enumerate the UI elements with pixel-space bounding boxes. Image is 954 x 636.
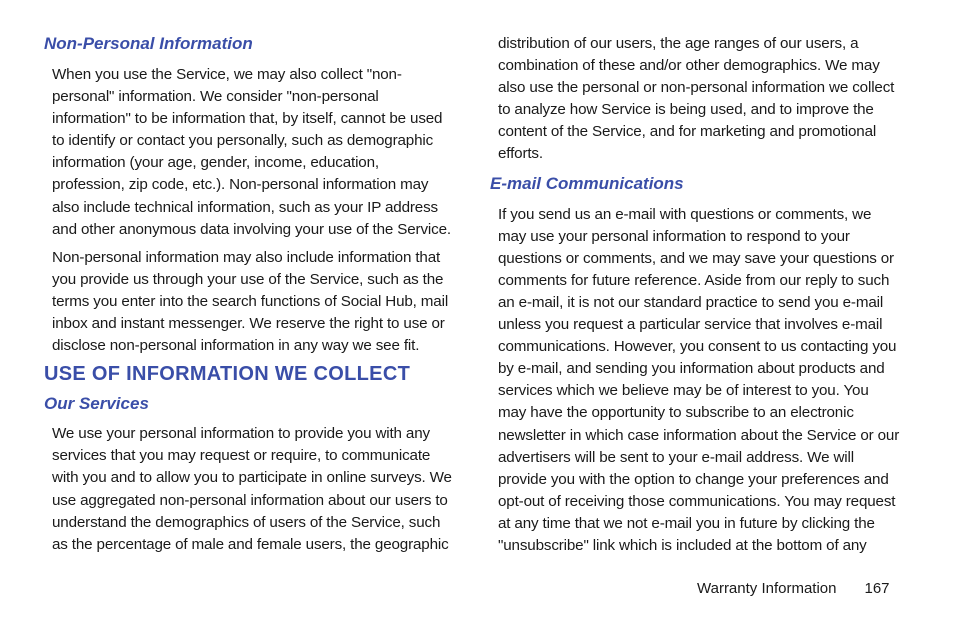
- email-communications-paragraph: If you send us an e-mail with questions or comments, we may use your personal information to respond to your questions or comments, and we may save your questions or comments for future reference. Aside from our reply to such an e-mail, it is not our standard practice to send you e-mail unless you request a particular service that involves e-mail communications. However, you consent to us contacting you by e-mail, and sending you information about products and services which we believe may be of interest to you. You may have the opportunity to subscribe to an electronic newsletter in which case information about the Service or our advertisers will be sent to your e-mail address. We will provide you with the option to change your preferences and opt-out of receiving those communications. You may request at any time that we not e-mail you in future by clicking the "unsubscribe" link which is included at the bottom of any: [498, 205, 900, 554]
- non-personal-paragraph-1: When you use the Service, we may also collect "non-personal" information. We consider "non-personal information" to be information that, by itself, cannot be used to identify or contact you personally, such as demographic information (your age, gender, income, education, profession, zip code, etc.). Non-personal information may also include technical information, such as your IP address and other anonymous data involving your use of the Service.: [52, 66, 451, 238]
- non-personal-paragraph-2: Non-personal information may also include information that you provide us through your use of the Service, such as the terms you enter into the search functions of Social Hub, mail inbox and instant messenger. We reserve the right to use or disclose non-personal information in any way we see fit.: [52, 248, 449, 355]
- page-number: 167: [864, 580, 890, 597]
- use-of-information-heading: USE OF INFORMATION WE COLLECT: [44, 363, 411, 386]
- page-footer: [697, 578, 890, 600]
- left-column: [44, 33, 454, 556]
- email-communications-heading: E-mail Communications: [490, 173, 684, 193]
- our-services-paragraph: We use your personal information to provide you with any services that you may request or require, to communicate with you and to allow you to participate in online surveys. We use aggregated non-personal information about our users to understand the demographics of users of the Service, such as the percentage of male and female users, the geographic: [52, 425, 452, 553]
- right-column: [490, 33, 900, 557]
- footer-section-label: Warranty Information: [697, 580, 837, 597]
- continued-paragraph: distribution of our users, the age ranges of our users, a combination of these and/or other demographics. We may also use the personal or non-personal information we collect to analyze how Service is being used, and to improve the content of the Service, and for marketing and promotional efforts.: [498, 35, 895, 163]
- non-personal-information-heading: Non-Personal Information: [44, 34, 253, 53]
- our-services-heading: Our Services: [44, 394, 149, 414]
